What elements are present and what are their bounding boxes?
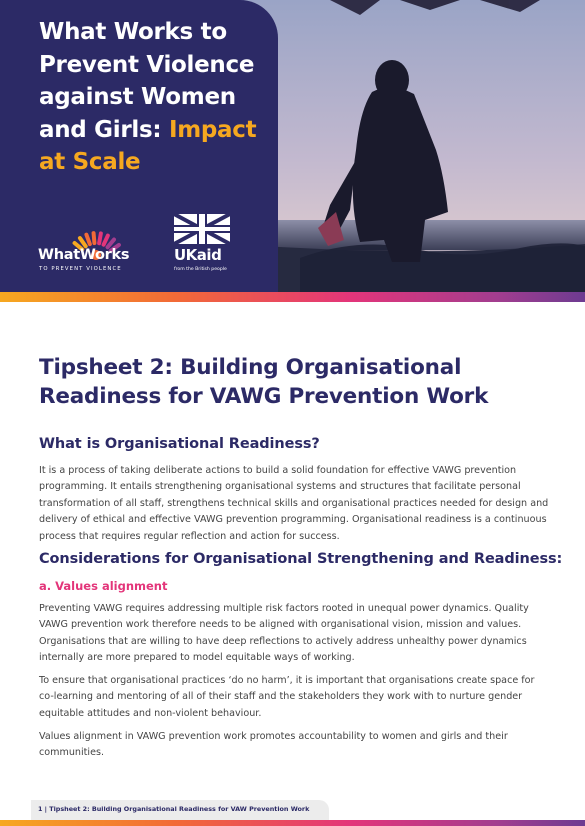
ukaid-tagline: from the British people [174, 267, 227, 272]
subheading-values-alignment: a. Values alignment [39, 579, 168, 593]
footer-gradient-bar [0, 820, 585, 826]
gradient-divider [0, 292, 585, 302]
whatworks-name: WhatWorks [38, 247, 130, 263]
tipsheet-heading: Tipsheet 2: Building Organisational Readiness for VAWG Prevention Work [39, 355, 489, 409]
report-title [39, 16, 271, 179]
report-title-main: What Works to Prevent Violence against Women and Girls: [39, 19, 255, 143]
report-title-highlight: Impact at Scale [39, 116, 257, 175]
values-paragraph-1: Preventing VAWG requires addressing multiple risk factors rooted in unequal power dynamics. Quality VAWG prevention work therefore needs to be aligned with organisational vision, mission and values. Organisations that are willing to have deep reflections to actively address unhealthy power dynamics internally are more prepared to model equitable ways of working. [39, 603, 529, 664]
whatworks-tagline: TO PREVENT VIOLENCE [39, 266, 122, 272]
ukaid-name: UKaid [174, 246, 222, 264]
hero-banner [0, 0, 585, 292]
values-paragraph-3: Values alignment in VAWG prevention work promotes accountability to women and girls and their communities. [39, 731, 508, 759]
values-paragraph-2: To ensure that organisational practices ‘do no harm’, it is important that organisations create space for co-learning and mentoring of all of their staff and the stakeholders they work with to nurture gender equitable attitudes and non-violent behaviour. [39, 675, 535, 719]
section-heading-readiness: What is Organisational Readiness? [39, 436, 320, 452]
readiness-paragraph: It is a process of taking deliberate actions to build a solid foundation for effective VAWG prevention programming. It entails strengthening organisational systems and structures that facilitate personal transformation of all staff, strengthens technical skills and organisational practices needed for design and delivery of ethical and effective VAWG prevention programming. Organisational readiness is a continuous process that requires regular reflection and action for success. [39, 465, 549, 542]
section-heading-considerations: Considerations for Organisational Strengthening and Readiness: [39, 551, 563, 567]
footer-page-label: 1 | Tipsheet 2: Building Organisational Readiness for VAW Prevention Work [38, 805, 310, 813]
union-flag-icon [174, 214, 230, 244]
